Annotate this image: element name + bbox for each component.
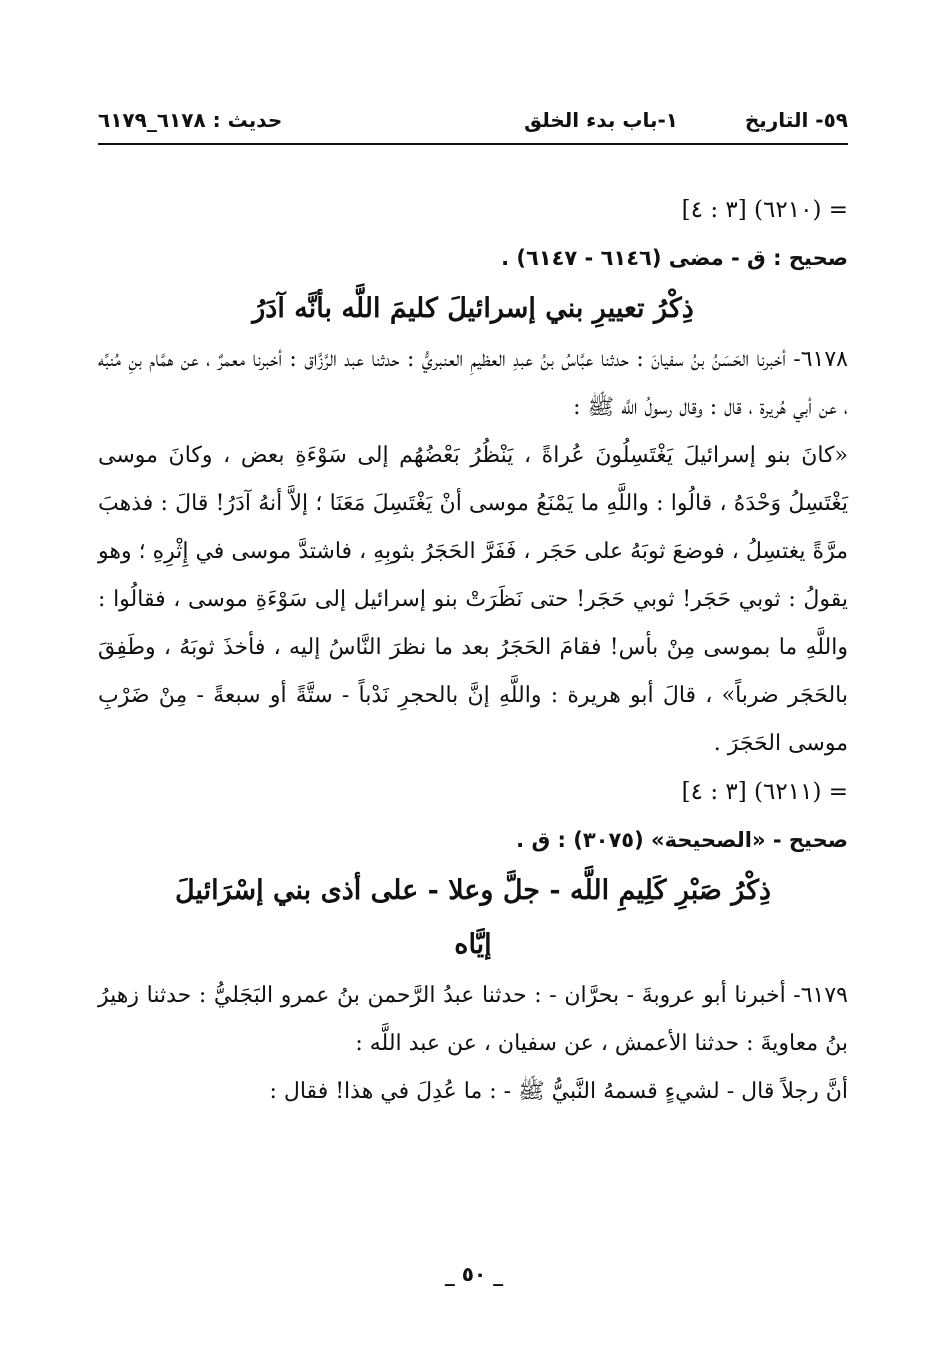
running-header-chapter: ١-باب بدء الخلق: [524, 108, 678, 132]
reference-line-6210: = (٦٢١٠) [٣ : ٤]: [681, 197, 848, 223]
matn-6178: «كانَ بنو إسرائيلَ يَغْتَسِلُونَ عُراةً ، يَنْظُرُ بَعْضُهُم إلى سَوْءَةِ بعض ، وكانَ موسى يَغْتَسِلُ وَحْدَهُ ، قالُوا : واللَّهِ ما يَمْنَعُ موسى أنْ يَغْتَسِلَ مَعَنَا ؛ إلاَّ أنهُ آدَرُ! قالَ : فذهبَ مرَّةً يغتسِلُ ، فوضعَ ثوبَهُ على حَجَر ، فَفَرَّ الحَجَرُ بثوبِهِ ، فاشتدَّ موسى في إِثْرِهِ ؛ وهو يقولُ : ثوبي حَجَر! ثوبي حَجَر! حتى نَظَرَتْ بنو إسرائيل إلى سَوْءَةِ موسى ، فقالُوا : واللَّهِ ما بموسى مِنْ بأس! فقامَ الحَجَرُ بعد ما نظرَ النَّاسُ إليه ، فأخذَ ثوبَهُ ، وطَفِقَ بالحَجَر ضرباً» ، قالَ أبو هريرة : واللَّهِ إنَّ بالحجرِ نَدْباً - ستَّةً أو سبعةً - مِنْ ضَرْبِ موسى الحَجَرَ .: [98, 443, 848, 756]
grade-line-2: صحيح - «الصحيحة» (٣٠٧٥) : ق .: [516, 828, 848, 852]
section-title-1: ذِكْرُ تعييرِ بني إسرائيلَ كليمَ اللَّه بأنَّه آدَرُ: [252, 293, 694, 324]
page-body: [98, 186, 848, 1116]
section-title-2-continued: إيَّاه: [454, 929, 492, 960]
grade-line-1: صحيح : ق - مضى (٦١٤٦ - ٦١٤٧) .: [501, 246, 848, 270]
section-title-2: ذِكْرُ صَبْرِ كَلِيمِ اللَّه - جلَّ وعلا - على أذى بني إسْرَائيلَ: [174, 875, 772, 906]
isnad-6179: ٦١٧٩- أخبرنا أبو عروبةَ - بحرَّان - : حدثنا عبدُ الرَّحمن بنُ عمرو البَجَليُّ : حدثنا زهيرُ بنُ معاويةَ : حدثنا الأعمش ، عن سفيان ، عن عبد اللَّه :: [98, 983, 848, 1056]
matn-6179-start: أنَّ رجلاً قال - لشيءٍ قسمهُ النَّبيُّ ﷺ - : ما عُدِلَ في هذا! فقال :: [269, 1079, 848, 1104]
running-header-book: ٥٩- التاريخ: [744, 108, 848, 132]
running-header-hadith-range: حديث : ٦١٧٨_٦١٧٩: [98, 108, 283, 132]
reference-line-6211: = (٦٢١١) [٣ : ٤]: [681, 779, 848, 805]
header-rule: [98, 143, 848, 145]
isnad-6178: ٦١٧٨- أخبرنا الحَسَنُ بنُ سفيانَ : حدثنا عبَّاسُ بنُ عبدِ العظيمِ العنبريُّ : حدثنا عبد الرَّزَّاق : أخبرنا معمرٌ ، عن همَّام بنِ مُنبِّه ، عن أبي هُريرة ، قال : وقال رسولُ اللَّه ﷺ :: [98, 347, 848, 420]
page-number: _ ٥٠ _: [444, 1262, 504, 1286]
